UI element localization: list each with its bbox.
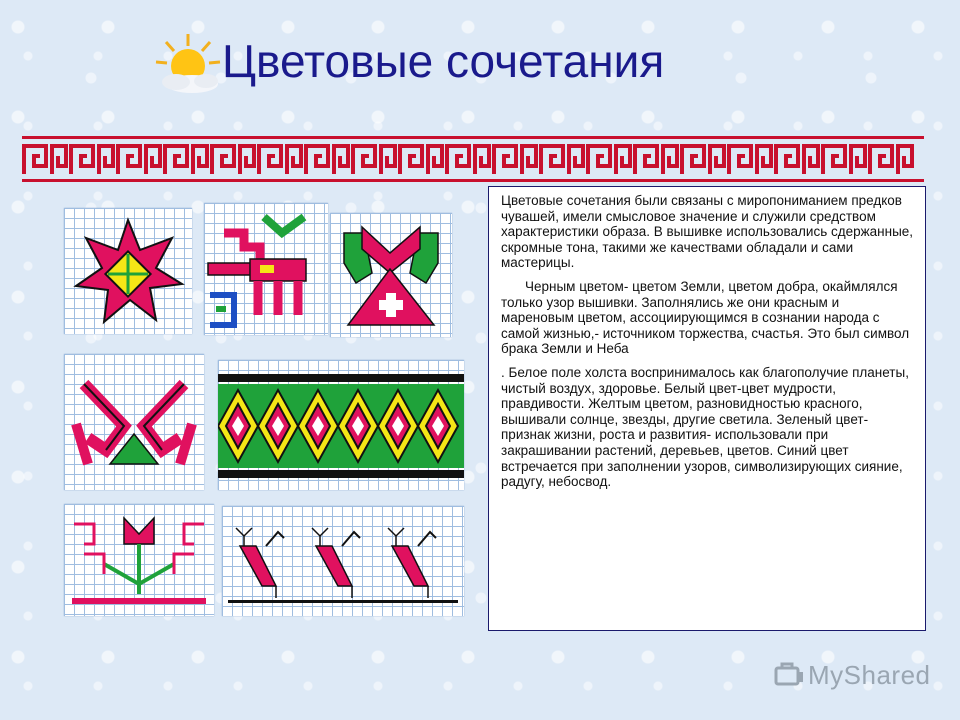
myshared-logo-icon [772, 660, 806, 690]
ornament-border [22, 136, 924, 182]
paragraph-3: . Белое поле холста воспринималось как благополучие планеты, чистый воздух, здоровье. Белый цвет-цвет мудрости, правдивости. Желтым цветом, разновидностью красного, вышивали солнце, звезды, другие светила. Зеленый цвет-признак жизни, роста и развития- использовали при закрашивании растений, деревьев, цветов. Синий цвет встречается при заполнении узоров, символизирующих сияние, радугу, небосвод. [501, 364, 909, 490]
watermark-text: MyShared [808, 660, 931, 690]
ornament-key-unit [729, 146, 771, 174]
paragraph-1: Цветовые сочетания были связаны с миропониманием предков чувашей, имели смысловое значение и служили средством характеристики образа. В вышивке использовались сдержанные, скромные тона, такими же качествами обладали и сами мастерицы. [501, 193, 914, 271]
paragraph-2: Черным цветом- цветом Земли, цветом добра, окаймлялся только узор вышивки. Заполнялись же они красным и мареновым цветом, ассоциирующимся в сознании народа с самой жизнью,- источником торжества, счастья. Это был символ брака Земли и Неба [501, 278, 910, 357]
ornament-key-unit [635, 146, 677, 174]
ornament-key-unit [541, 146, 583, 174]
ornament-key-unit [259, 146, 301, 174]
ornament-key-unit [353, 146, 395, 174]
ornament-key-unit [24, 146, 66, 174]
title-area [150, 28, 790, 98]
ornament-key-unit [118, 146, 160, 174]
ornament-key-unit [447, 146, 489, 174]
pattern-star [64, 208, 192, 334]
ornament-key-unit [823, 146, 865, 174]
ornament-key-unit [306, 146, 348, 174]
pattern-ram-horns [64, 354, 204, 490]
ornament-key-unit [870, 146, 912, 174]
ornament-key-unit [165, 146, 207, 174]
ornament-key-unit [776, 146, 818, 174]
pattern-birds [222, 506, 464, 616]
pattern-flower [64, 504, 214, 616]
ornament-key-unit [494, 146, 536, 174]
ornament-key-unit [71, 146, 113, 174]
pattern-deer [204, 203, 328, 335]
ornament-key-unit [400, 146, 442, 174]
ornament-key-unit [682, 146, 724, 174]
description-text-box [488, 186, 926, 631]
pattern-figure [330, 213, 452, 337]
page-title: Цветовые сочетания [222, 35, 665, 87]
sun-icon [150, 32, 226, 98]
ornament-key-unit [212, 146, 254, 174]
myshared-watermark [772, 656, 932, 696]
pattern-diamond-band [218, 360, 464, 490]
ornament-key-unit [588, 146, 630, 174]
